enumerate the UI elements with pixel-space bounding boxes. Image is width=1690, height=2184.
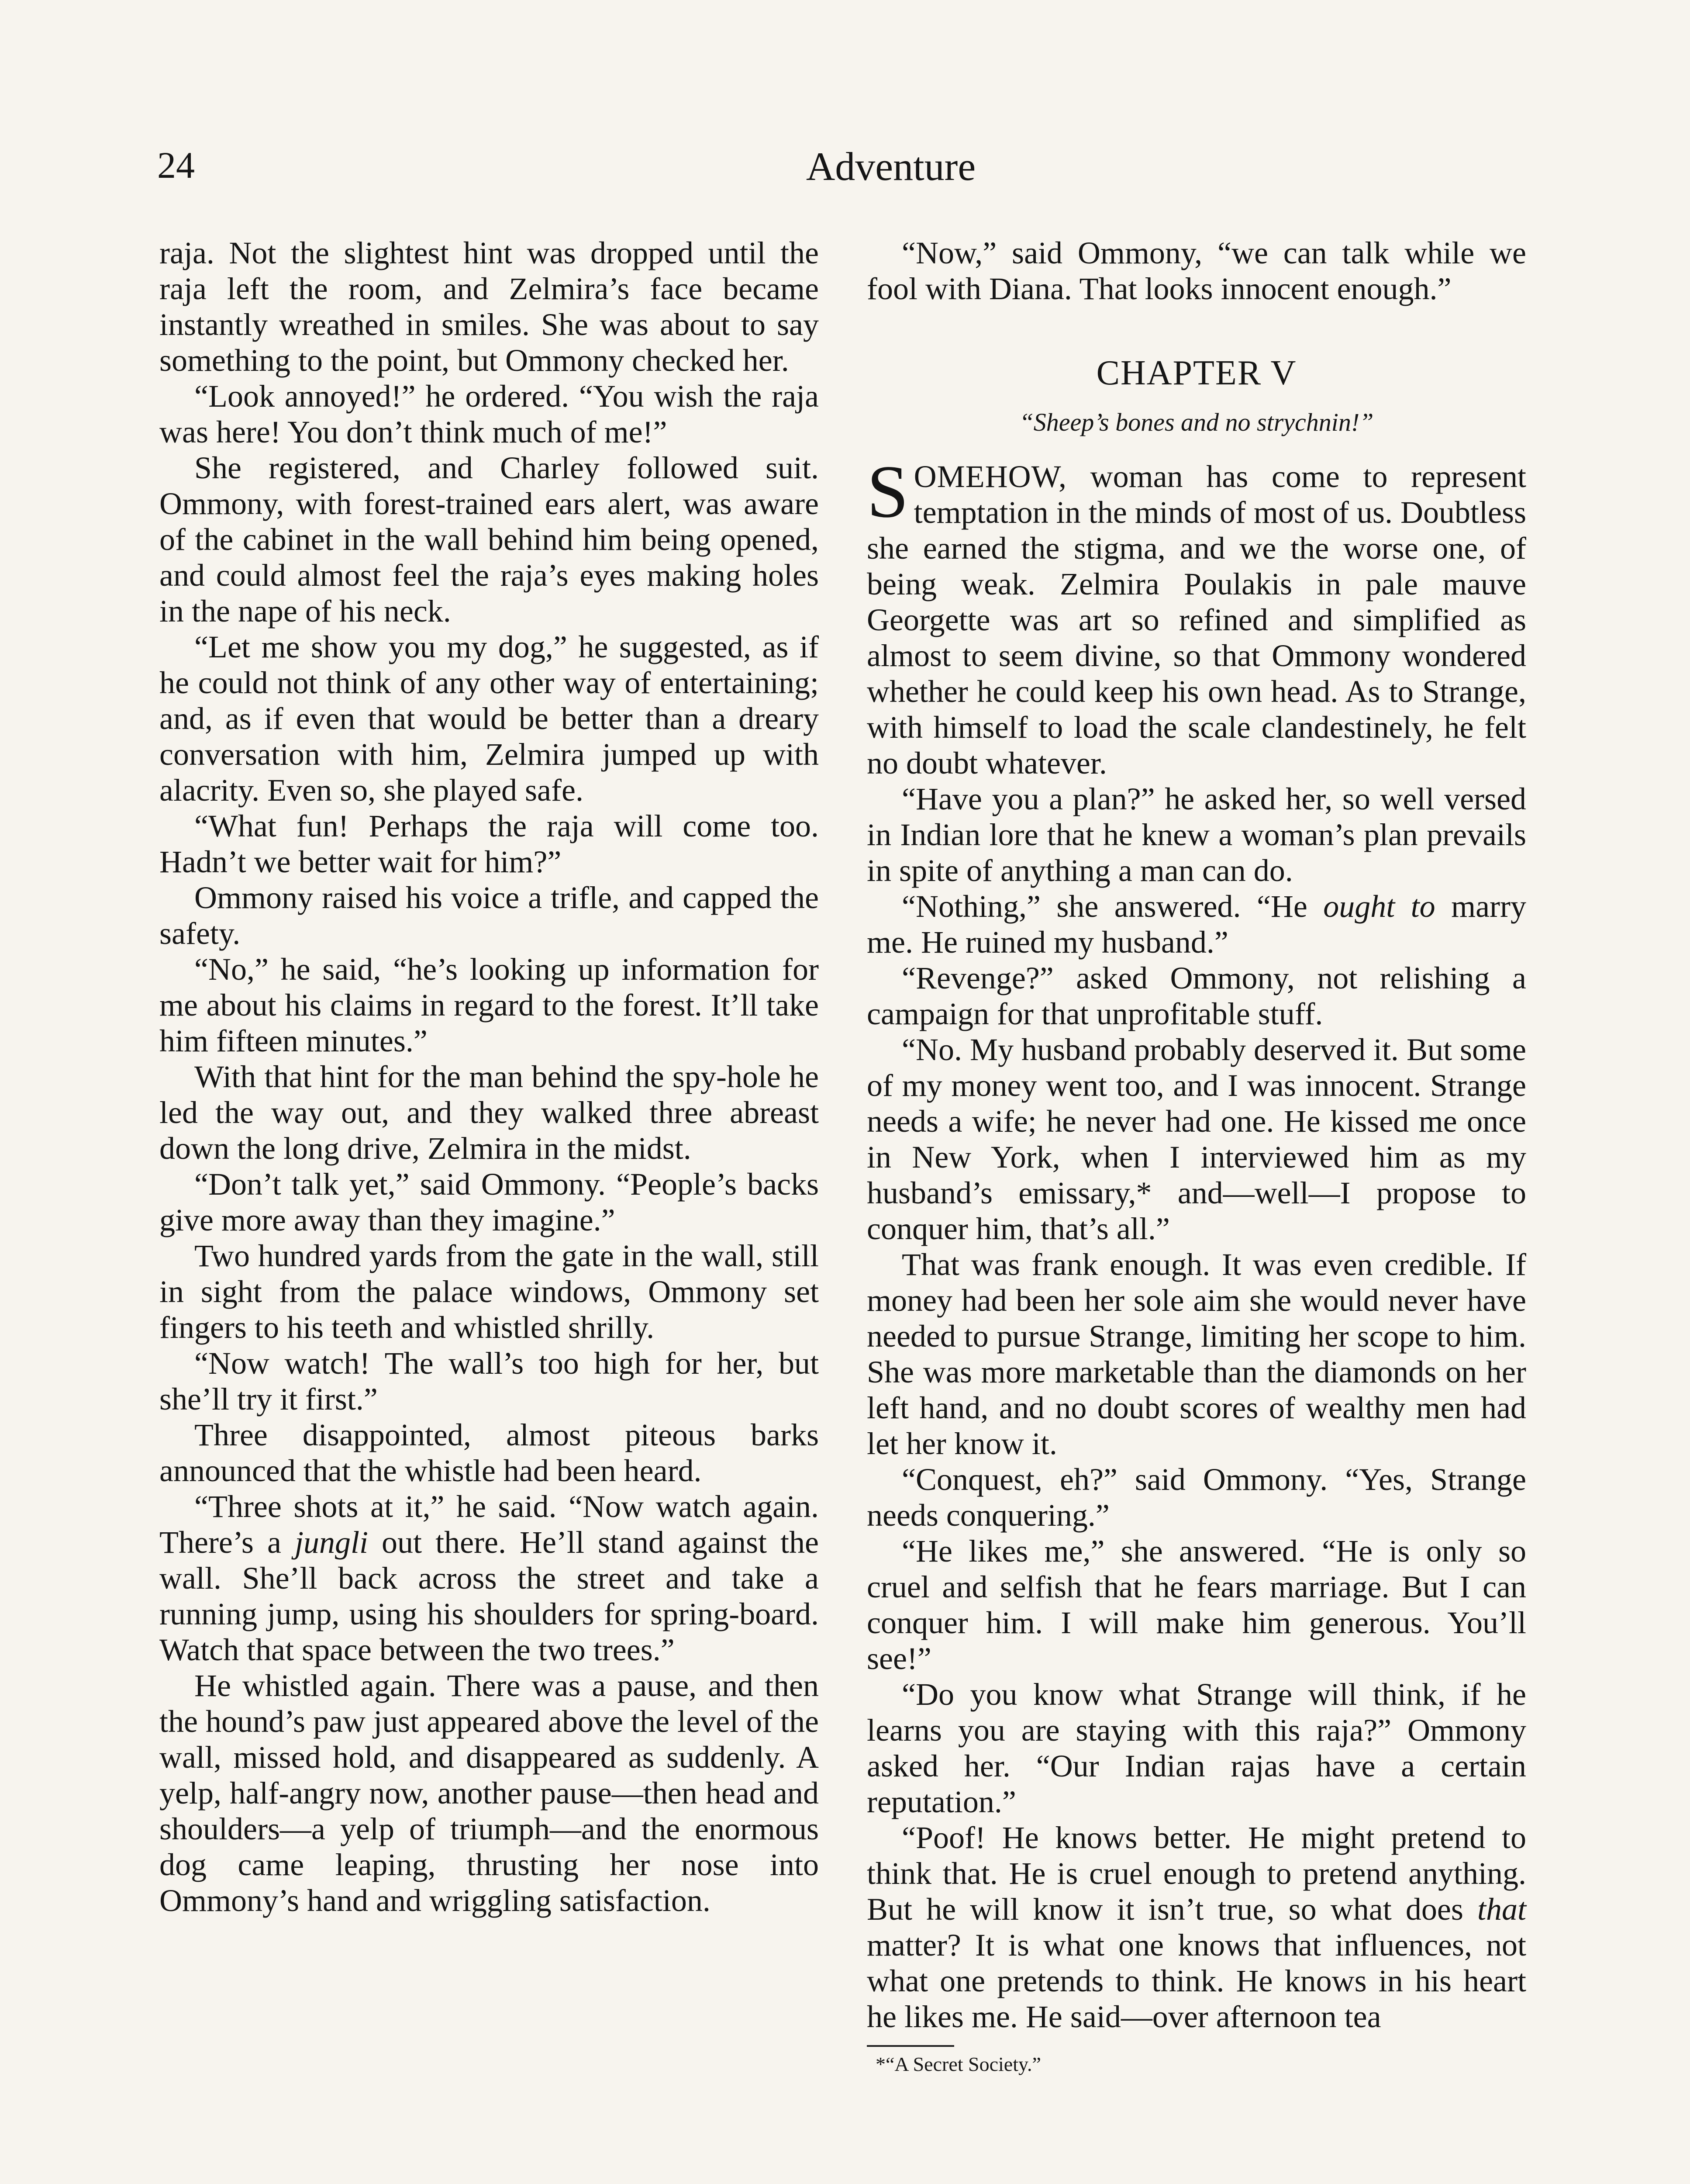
- italic-word: that: [1477, 1892, 1526, 1927]
- magazine-title: Adventure: [806, 144, 976, 189]
- paragraph: Three disappointed, almost piteous barks announced that the whistle had been heard.: [159, 1417, 819, 1488]
- paragraph: “No,” he said, “he’s looking up information for me about his claims in regard to the forest. It’ll take him fifteen minutes.”: [159, 952, 819, 1058]
- italic-word: jungli: [294, 1525, 368, 1560]
- page-number: 24: [157, 144, 195, 186]
- paragraph: Two hundred yards from the gate in the wall, still in sight from the palace windows, Ommony set fingers to his teeth and whistled shrilly.: [159, 1238, 819, 1345]
- paragraph: She registered, and Charley followed suit. Ommony, with forest-trained ears alert, was aware of the cabinet in the wall behind him being opened, and could almost feel the raja’s eyes making holes in the nape of his neck.: [159, 450, 819, 629]
- paragraph: “Revenge?” asked Ommony, not relishing a campaign for that unprofitable stuff.: [867, 961, 1526, 1031]
- paragraph: “Don’t talk yet,” said Ommony. “People’s backs give more away than they imagine.”: [159, 1167, 819, 1237]
- lead-word: OMEHOW,: [914, 459, 1067, 494]
- chapter-title: CHAPTER V: [1096, 354, 1297, 392]
- paragraph: “Now watch! The wall’s too high for her, but she’ll try it first.”: [159, 1346, 819, 1417]
- text-run: “Three shots at it,” he said. “Now watch again. There’s a: [159, 1489, 819, 1560]
- paragraph: “Conquest, eh?” said Ommony. “Yes, Strange needs conquering.”: [867, 1462, 1526, 1533]
- paragraph: “Look annoyed!” he ordered. “You wish the raja was here! You don’t think much of me!”: [159, 379, 819, 449]
- italic-word: ought to: [1323, 889, 1435, 924]
- paragraph: “Now,” said Ommony, “we can talk while we fool with Diana. That looks innocent enough.”: [867, 235, 1526, 306]
- paragraph: raja. Not the slightest hint was dropped until the raja left the room, and Zelmira’s face became instantly wreathed in smiles. She was about to say something to the point, but Ommony checked her.: [159, 235, 819, 378]
- chapter-epigraph: “Sheep’s bones and no strychnin!”: [1019, 408, 1374, 436]
- paragraph: He whistled again. There was a pause, and then the hound’s paw just appeared above the level of the wall, missed hold, and disappeared as suddenly. A yelp, half-angry now, another pause—then head and shoulders—a yelp of triumph—and the enormous dog came leaping, thrusting her nose into Ommony’s hand and wriggling satisfaction.: [159, 1668, 819, 1918]
- footnote: *“A Secret Society.”: [876, 2053, 1041, 2075]
- left-column: [159, 235, 819, 1918]
- drop-cap: S: [867, 450, 909, 533]
- text-run: “Nothing,” she answered. “He: [902, 889, 1324, 924]
- text-run: “Poof! He knows better. He might pretend to think that. He is cruel enough to pretend anything. But he will know it isn’t true, so what does: [867, 1820, 1526, 1927]
- paragraph: That was frank enough. It was even credible. If money had been her sole aim she would never have needed to pursue Strange, limiting her scope to him. She was more marketable than the diamonds on her left hand, and no doubt scores of wealthy men had let her know it.: [867, 1247, 1526, 1461]
- text-run: matter? It is what one knows that influences, not what one pretends to think. He knows in his heart he likes me. He said—over afternoon tea: [867, 1928, 1526, 2034]
- right-column: [867, 235, 1526, 2077]
- paragraph: Ommony raised his voice a trifle, and capped the safety.: [159, 880, 819, 951]
- paragraph: “What fun! Perhaps the raja will come too. Hadn’t we better wait for him?”: [159, 809, 819, 879]
- paragraph: “No. My husband probably deserved it. But some of my money went too, and I was innocent. Strange needs a wife; he never had one. He kissed me once in New York, when I interviewed him as my husband’s emissary,* and—well—I propose to conquer him, that’s all.”: [867, 1032, 1526, 1246]
- text-run: woman has come to represent temptation in the minds of most of us. Doubtless she earned the stigma, and we the worse one, of being weak. Zelmira Poulakis in pale mauve Georgette was art so refined and simplified as almost to seem divine, so that Ommony wondered whether he could keep his own head. As to Strange, with himself to load the scale clandestinely, he felt no doubt whatever.: [867, 459, 1526, 781]
- text-run: out there. He’ll stand against the wall. She’ll back across the street and take a running jump, using his shoulders for spring-board. Watch that space between the two trees.”: [159, 1525, 819, 1667]
- paragraph: With that hint for the man behind the spy-hole he led the way out, and they walked three abreast down the long drive, Zelmira in the midst.: [159, 1059, 819, 1166]
- text-run: marry me. He ruined my husband.”: [867, 889, 1526, 960]
- paragraph: [159, 1489, 819, 1668]
- paragraph: “Have you a plan?” he asked her, so well versed in Indian lore that he knew a woman’s plan prevails in spite of anything a man can do.: [867, 781, 1526, 888]
- paragraph: “He likes me,” she answered. “He is only so cruel and selfish that he fears marriage. But I can conquer him. I will make him generous. You’ll see!”: [867, 1534, 1526, 1676]
- paragraph: “Let me show you my dog,” he suggested, as if he could not think of any other way of entertaining; and, as if even that would be better than a dreary conversation with him, Zelmira jumped up with alacrity. Even so, she played safe.: [159, 629, 819, 808]
- paragraph: “Do you know what Strange will think, if he learns you are staying with this raja?” Ommony asked her. “Our Indian rajas have a certain reputation.”: [867, 1677, 1526, 1819]
- footnote-rule: [867, 2045, 954, 2047]
- paragraph: [867, 888, 1526, 960]
- paragraph: [867, 1820, 1526, 2035]
- paragraph: [867, 450, 1526, 781]
